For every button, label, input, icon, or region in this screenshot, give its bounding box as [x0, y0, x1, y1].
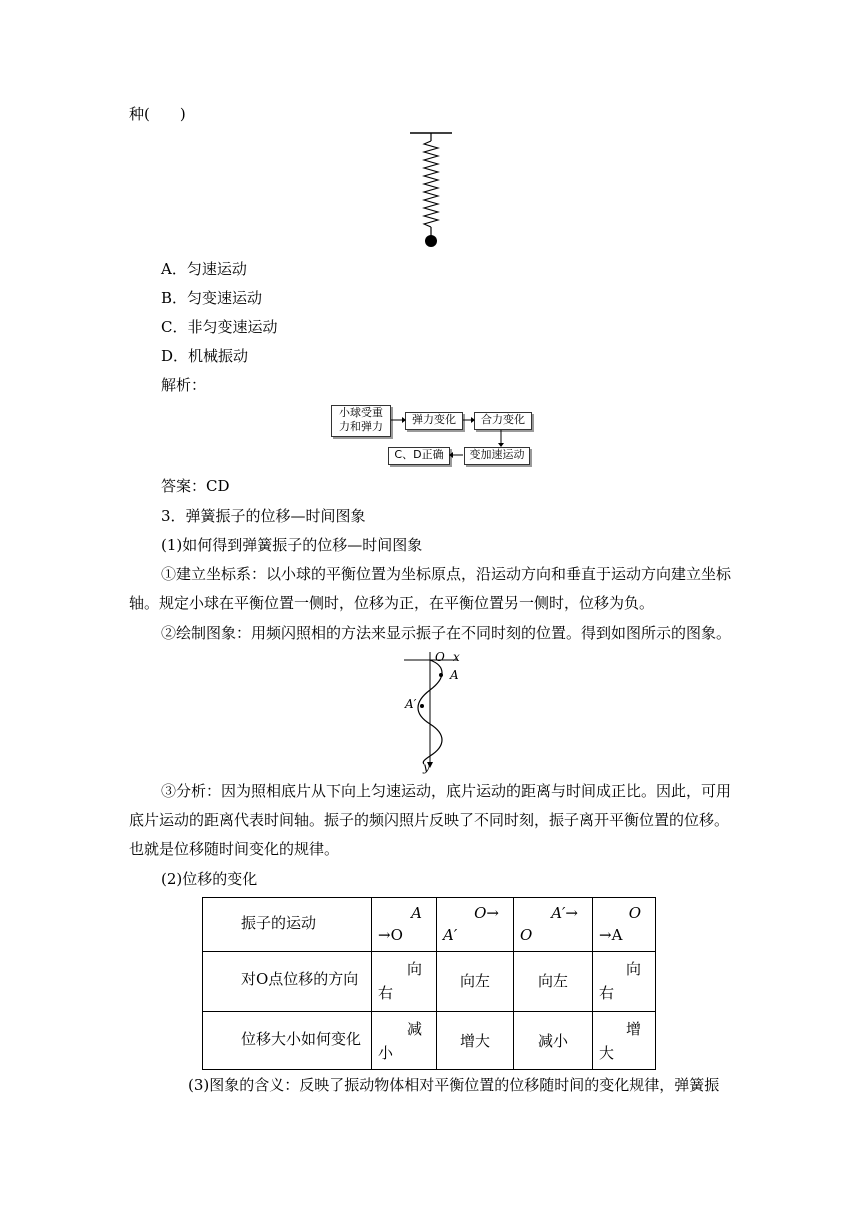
- option-d: D．机械振动: [161, 347, 249, 365]
- table-cell: [437, 898, 514, 952]
- graph-label-a: A: [450, 668, 459, 682]
- table-cell: [514, 952, 593, 1012]
- flow-box-net-force-text: 合力变化: [481, 413, 525, 426]
- flow-box-spring-change-text: 弹力变化: [412, 413, 456, 426]
- p4-line1: (3)图象的含义：反映了振动物体相对平衡位置的位移随时间的变化规律，弹簧振: [188, 1076, 720, 1094]
- cell-text: 增: [625, 1020, 641, 1038]
- table-row: [203, 1012, 656, 1070]
- table-cell-header: [203, 898, 372, 952]
- graph-label-o: O: [435, 650, 445, 664]
- table-cell: [593, 898, 656, 952]
- table-cell: [372, 898, 437, 952]
- cell-text: 小: [378, 1044, 394, 1062]
- flow-box-forces-line2: 力和弹力: [339, 420, 383, 433]
- cell-text: O: [628, 904, 641, 922]
- table-cell: [593, 952, 656, 1012]
- cell-text: 减小: [537, 1032, 568, 1050]
- table-cell: [514, 898, 593, 952]
- table-cell: [437, 952, 514, 1012]
- row-header-motion: 振子的运动: [241, 914, 317, 932]
- flow-box-cd-correct-text: C、D正确: [394, 448, 444, 461]
- displacement-graph: [400, 648, 466, 774]
- cell-text: 向: [406, 960, 422, 978]
- cell-text: A′→: [551, 904, 578, 922]
- table-row: [203, 952, 656, 1012]
- p3-line3: 也就是位移随时间变化的规律。: [129, 840, 340, 858]
- cell-text: 向左: [459, 972, 490, 990]
- cell-text: A: [411, 904, 422, 922]
- row-header-direction: 对O点位移的方向: [241, 970, 359, 988]
- p3-line2: 底片运动的距离代表时间轴。振子的频闪照片反映了不同时刻，振子离开平衡位置的位移。: [129, 811, 730, 829]
- sub1-title: (1)如何得到弹簧振子的位移—时间图象: [161, 536, 423, 554]
- displacement-table: [202, 897, 656, 1070]
- option-a: A．匀速运动: [161, 260, 247, 278]
- cell-text: O→: [474, 904, 499, 922]
- graph-curve: [400, 648, 466, 774]
- option-c: C．非匀变速运动: [161, 318, 278, 336]
- option-b: B．匀变速运动: [161, 289, 263, 307]
- question-tail: 种( ): [129, 105, 186, 123]
- row-header-magnitude: 位移大小如何变化: [241, 1030, 362, 1048]
- cell-text: 增大: [459, 1032, 490, 1050]
- table-cell: [372, 1012, 437, 1070]
- table-cell: [514, 1012, 593, 1070]
- sub2-title: (2)位移的变化: [161, 870, 258, 888]
- cell-text: 右: [599, 984, 615, 1002]
- table-cell-header: [203, 1012, 372, 1070]
- cell-text: 减: [406, 1020, 422, 1038]
- flow-box-forces-line1: 小球受重: [339, 406, 383, 419]
- analysis-label: 解析：: [161, 376, 207, 394]
- flow-box-variable-accel-text: 变加速运动: [469, 448, 525, 461]
- graph-label-a-prime: A′: [405, 697, 417, 711]
- table-cell: [372, 952, 437, 1012]
- table-row: [203, 898, 656, 952]
- graph-label-x: x: [453, 650, 460, 664]
- p3-line1: ③分析：因为照相底片从下向上匀速运动，底片运动的距离与时间成正比。因此，可用: [161, 782, 732, 800]
- p1-line1: ①建立坐标系：以小球的平衡位置为坐标原点，沿运动方向和垂直于运动方向建立坐标: [161, 565, 732, 583]
- cell-text: O: [520, 926, 533, 944]
- cell-text: 向: [625, 960, 641, 978]
- cell-text: A′: [443, 926, 458, 944]
- table-cell: [437, 1012, 514, 1070]
- graph-label-y: y: [423, 760, 430, 774]
- cell-text: 大: [599, 1044, 615, 1062]
- table-cell-header: [203, 952, 372, 1012]
- table-cell: [593, 1012, 656, 1070]
- section3-title: 3．弹簧振子的位移—时间图象: [161, 507, 366, 525]
- cell-text: →O: [378, 926, 403, 944]
- flow-arrows: [0, 0, 860, 480]
- cell-text: →A: [599, 926, 623, 944]
- answer: 答案：CD: [161, 477, 230, 495]
- cell-text: 向左: [537, 972, 568, 990]
- p1-line2: 轴。规定小球在平衡位置一侧时，位移为正，在平衡位置另一侧时，位移为负。: [129, 594, 655, 612]
- p2-line1: ②绘制图象：用频闪照相的方法来显示振子在不同时刻的位置。得到如图所示的图象。: [161, 624, 732, 642]
- cell-text: 右: [378, 984, 394, 1002]
